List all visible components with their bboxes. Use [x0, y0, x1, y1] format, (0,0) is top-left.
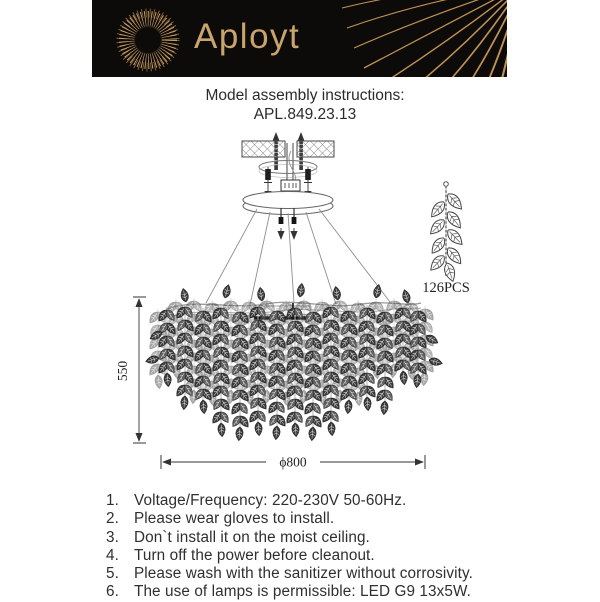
instruction-text: Please wear gloves to install.	[134, 510, 335, 528]
instruction-item	[106, 510, 473, 528]
instruction-number: 2.	[106, 510, 119, 528]
instruction-item	[106, 529, 473, 547]
model-number: APL.849.23.13	[253, 106, 357, 123]
instruction-number: 5.	[106, 565, 119, 583]
instruction-number: 1.	[106, 492, 119, 509]
instruction-item	[106, 583, 473, 601]
ceiling-mount	[242, 133, 334, 239]
parts-count-label: 126PCS	[422, 280, 470, 296]
brand-logo-text: Aployt	[194, 17, 301, 56]
instruction-text: Please wash with the sanitizer without corrosivity.	[134, 565, 473, 583]
ceiling-slab	[297, 141, 334, 157]
instruction-number: 3.	[106, 528, 119, 546]
diameter-dimension-label: ϕ800	[279, 454, 307, 470]
bolt	[265, 169, 271, 180]
height-dimension	[115, 297, 146, 443]
leaf-strand	[374, 309, 396, 415]
instruction-text: Don`t install it on the moist ceiling.	[134, 528, 370, 546]
instruction-item	[106, 492, 473, 510]
leaf-strand-detail	[422, 182, 470, 296]
bolt	[305, 169, 311, 180]
ceiling-slab	[242, 141, 285, 157]
instruction-number: 6.	[106, 583, 119, 601]
height-dimension-label: 550	[115, 360, 130, 382]
instruction-text: Voltage/Frequency: 220-230V 50-60Hz.	[134, 492, 407, 509]
instruction-item	[106, 547, 473, 565]
page-title: Model assembly instructions:	[205, 87, 405, 104]
instruction-item	[106, 565, 473, 583]
cable-gripper	[292, 217, 297, 224]
cable-gripper	[279, 217, 284, 224]
instruction-text: The use of lamps is permissible: LED G9 13x5W.	[134, 583, 472, 601]
instructions-list	[106, 492, 473, 602]
instruction-text: Turn off the power before cleanout.	[134, 546, 375, 564]
diameter-dimension	[161, 454, 425, 470]
terminal-block	[281, 180, 300, 191]
instruction-number: 4.	[106, 546, 119, 564]
